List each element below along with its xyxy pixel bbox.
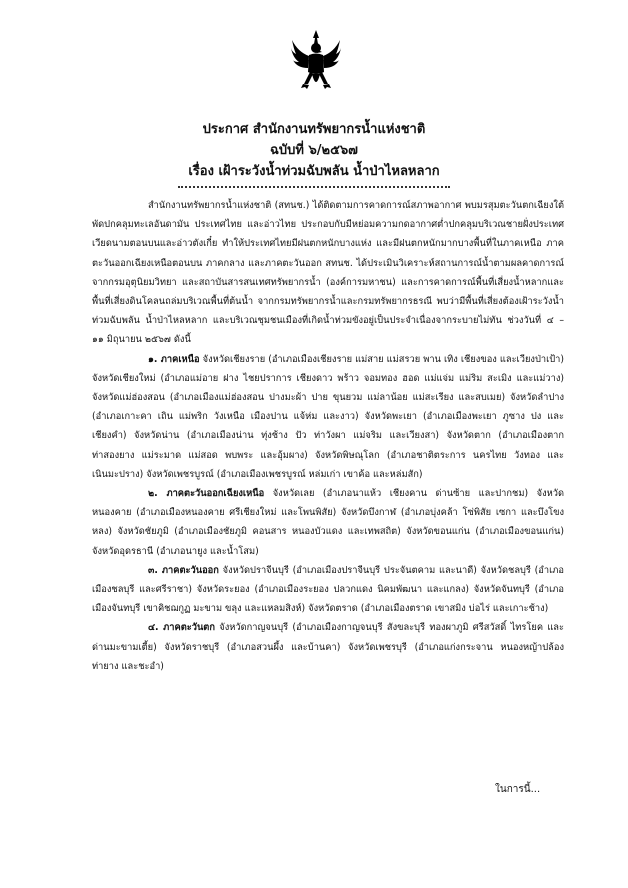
region-east-text: จังหวัดปราจีนบุรี (อำเภอเมืองปราจีนบุรี ประจันตคาม และนาดี) จังหวัดชลบุรี (อำเภอเมืองชลบุรี และศรีราชา) จังหวัดระยอง (อำเภอเมืองระยอง ปลวกแดง นิคมพัฒนา และแกลง) จังหวัดจันทบุรี (อำเภอเมืองจันทบุรี เขาคิชฌกูฏ มะขาม ขลุง และแหลมสิงห์) จังหวัดตราด (อำเภอเมืองตราด เขาสมิง บ่อไร่ และเกาะช้าง): [92, 564, 564, 615]
region-west-title: ๔. ภาคตะวันตก: [148, 622, 215, 634]
announcement-number: ฉบับที่ ๖/๒๕๖๗: [270, 143, 358, 158]
garuda-emblem-icon: [290, 28, 342, 98]
header-divider: [178, 186, 450, 188]
region-west-text: จังหวัดกาญจนบุรี (อำเภอเมืองกาญจนบุรี สังขละบุรี ทองผาภูมิ ศรีสวัสดิ์ ไทรโยค และด่านมะขามเตี้ย) จังหวัดราชบุรี (อำเภอสวนผึ้ง และบ้านคา) จังหวัดเพชรบุรี (อำเภอแก่งกระจาน หนองหญ้าปล้อง ท่ายาง และชะอำ): [92, 622, 565, 672]
intro-paragraph: สำนักงานทรัพยากรน้ำแห่งชาติ (สทนช.) ได้ติดตามการคาดการณ์สภาพอากาศ พบมรสุมตะวันตกเฉียงใต้พัดปกคลุมทะเลอันดามัน ประเทศไทย และอ่าวไทย ประกอบกับมีหย่อมความกดอากาศต่ำปกคลุมบริเวณชายฝั่งประเทศเวียดนามตอนบนและอ่าวตังเกี๋ย ทำให้ประเทศไทยมีฝนตกหนักบางแห่ง และมีฝนตกหนักมากบางพื้นที่ในภาคเหนือ ภาคตะวันออกเฉียงเหนือตอนบน ภาคกลาง และภาคตะวันออก สทนช. ได้ประเมินวิเคราะห์สถานการณ์น้ำตามผลคาดการณ์จากกรมอุตุนิยมวิทยา และสถาบันสารสนเทศทรัพยากรน้ำ (องค์การมหาชน) และการคาดการณ์พื้นที่เสี่ยงน้ำหลากและพื้นที่เสี่ยงดินโคลนถล่มบริเวณพื้นที่ต้นน้ำ จากกรมทรัพยากรน้ำและกรมทรัพยากรธรณี พบว่ามีพื้นที่เสี่ยงต้องเฝ้าระวังน้ำท่วมฉับพลัน น้ำป่าไหลหลาก และบริเวณชุมชนเมืองที่เกิดน้ำท่วมขังอยู่เป็นประจำเนื่องจากระบายไม่ทัน ช่วงวันที่ ๔ – ๑๑ มิถุนายน ๒๕๖๗ ดังนี้: [92, 200, 564, 346]
closing-text: ในการนี้...: [495, 784, 541, 795]
region-north-text: จังหวัดเชียงราย (อำเภอเมืองเชียงราย แม่สาย แม่สรวย พาน เทิง เชียงของ และเวียงป่าเป้า) จังหวัดเชียงใหม่ (อำเภอแม่อาย ฝาง ไชยปราการ เชียงดาว พร้าว จอมทอง ฮอด แม่แจ่ม แม่ริม สะเมิง และแม่วาง) จังหวัดแม่ฮ่องสอน (อำเภอเมืองแม่ฮ่องสอน ปางมะผ้า ปาย ขุนยวม แม่ลาน้อย แม่สะเรียง และสบเมย) จังหวัดลำปาง (อำเภอเกาะคา เถิน แม่พริก วังเหนือ เมืองปาน แจ้ห่ม และงาว) จังหวัดพะเยา (อำเภอเมืองพะเยา ภูซาง ปง และเชียงคำ) จังหวัดน่าน (อำเภอเมืองน่าน ทุ่งช้าง ปัว ท่าวังผา แม่จริม และเวียงสา) จังหวัดตาก (อำเภอเมืองตาก ท่าสองยาง แม่ระมาด แม่สอด พบพระ และอุ้มผาง) จังหวัดพิษณุโลก (อำเภอชาติตระการ นครไทย วังทอง และเนินมะปราง) จังหวัดเพชรบูรณ์ (อำเภอเมืองเพชรบูรณ์ หล่มเก่า เขาค้อ และหล่มสัก): [92, 353, 564, 480]
announcement-header: [0, 119, 628, 182]
announcement-body: [92, 196, 564, 676]
announcement-title: ประกาศ สำนักงานทรัพยากรน้ำแห่งชาติ: [202, 122, 426, 137]
region-northeast-title: ๒. ภาคตะวันออกเฉียงเหนือ: [148, 488, 265, 500]
announcement-subject: เรื่อง เฝ้าระวังน้ำท่วมฉับพลัน น้ำป่าไหลหลาก: [188, 164, 440, 179]
region-north: [92, 350, 564, 484]
region-northeast-text: จังหวัดเลย (อำเภอนาแห้ว เชียงคาน ด่านซ้าย และปากชม) จังหวัดหนองคาย (อำเภอเมืองหนองคาย ศรีเชียงใหม่ และโพนพิสัย) จังหวัดบึงกาฬ (อำเภอบุ่งคล้า โซ่พิสัย เซกา และบึงโขงหลง) จังหวัดชัยภูมิ (อำเภอเมืองชัยภูมิ คอนสาร หนองบัวแดง และเทพสถิต) จังหวัดขอนแก่น (อำเภอเมืองขอนแก่น) จังหวัดอุดรธานี (อำเภอนายูง และน้ำโสม): [92, 488, 564, 557]
region-west: [92, 618, 564, 676]
region-east: [92, 561, 564, 619]
region-northeast: [92, 484, 564, 561]
region-east-title: ๓. ภาคตะวันออก: [148, 564, 219, 576]
region-north-title: ๑. ภาคเหนือ: [148, 353, 200, 365]
